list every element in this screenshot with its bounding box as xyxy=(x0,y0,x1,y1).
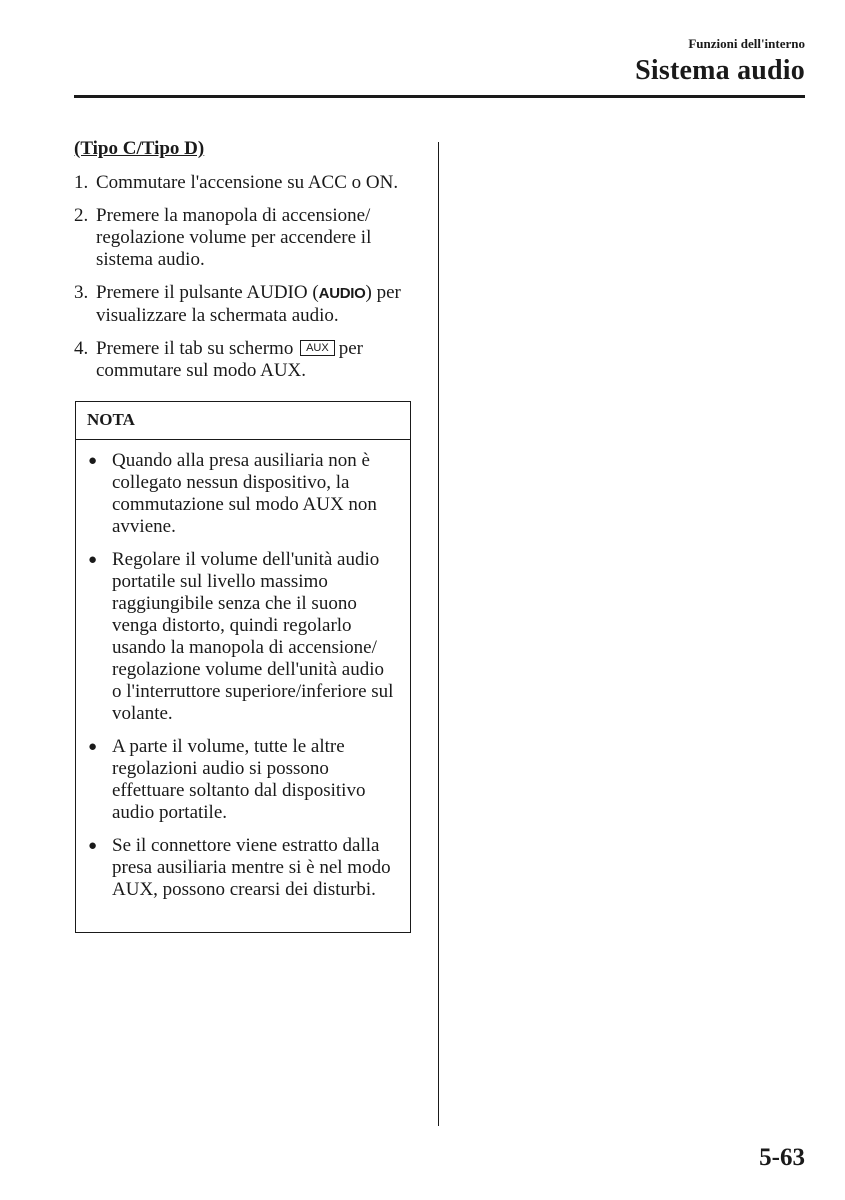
note-title: NOTA xyxy=(76,402,410,440)
step-text-before: Premere il pulsante AUDIO ( xyxy=(96,282,319,303)
page-title: Sistema audio xyxy=(635,55,805,86)
note-text: Quando alla presa ausiliaria non è collegato nessun dispositivo, la commutazione sul modo AUX non avviene. xyxy=(112,450,377,537)
bullet-icon: ● xyxy=(88,838,98,854)
bullet-icon: ● xyxy=(88,552,98,568)
step-item xyxy=(74,338,414,382)
note-item xyxy=(86,549,398,725)
note-item xyxy=(86,736,398,824)
step-text xyxy=(96,338,414,382)
column-divider xyxy=(438,142,439,1126)
header-divider xyxy=(74,95,805,98)
step-item xyxy=(74,205,414,271)
bullet-icon: ● xyxy=(88,739,98,755)
note-list xyxy=(76,440,410,901)
step-text: Commutare l'accensione su ACC o ON. xyxy=(96,172,399,193)
subheading: (Tipo C/Tipo D) xyxy=(74,138,205,159)
note-text: A parte il volume, tutte le altre regolazioni audio si possono effettuare soltanto dal dispositivo audio portatile. xyxy=(112,736,366,823)
audio-button-icon: AUDIO xyxy=(318,285,366,302)
step-text: Premere la manopola di accensione/ regolazione volume per accendere il sistema audio. xyxy=(96,205,372,270)
note-item xyxy=(86,835,398,901)
step-text-after: per commutare sul modo AUX. xyxy=(96,338,363,381)
note-item xyxy=(86,450,398,538)
steps-list xyxy=(74,172,414,382)
step-number: 4. xyxy=(74,338,89,359)
step-item xyxy=(74,282,414,327)
step-text-after: ) per visualizzare la schermata audio. xyxy=(96,282,401,326)
note-text: Se il connettore viene estratto dalla presa ausiliaria mentre si è nel modo AUX, possono crearsi dei disturbi. xyxy=(112,835,391,900)
step-text xyxy=(96,282,414,327)
main-content xyxy=(74,138,414,393)
step-number: 2. xyxy=(74,205,89,226)
step-text-before: Premere il tab su schermo xyxy=(96,338,294,359)
step-item xyxy=(74,172,414,194)
step-number: 1. xyxy=(74,172,89,193)
note-text: Regolare il volume dell'unità audio portatile sul livello massimo raggiungibile senza che il suono venga distorto, quindi regolarlo usando la manopola di accensione/ regolazione volume dell'unità audio o l'interruttore superiore/inferiore sul volante. xyxy=(112,549,394,724)
aux-tab-icon: AUX xyxy=(300,340,335,356)
step-number: 3. xyxy=(74,282,89,303)
page-number: 5-63 xyxy=(759,1144,805,1171)
bullet-icon: ● xyxy=(88,453,98,469)
section-header: Funzioni dell'interno xyxy=(688,36,805,51)
note-box xyxy=(75,401,411,933)
